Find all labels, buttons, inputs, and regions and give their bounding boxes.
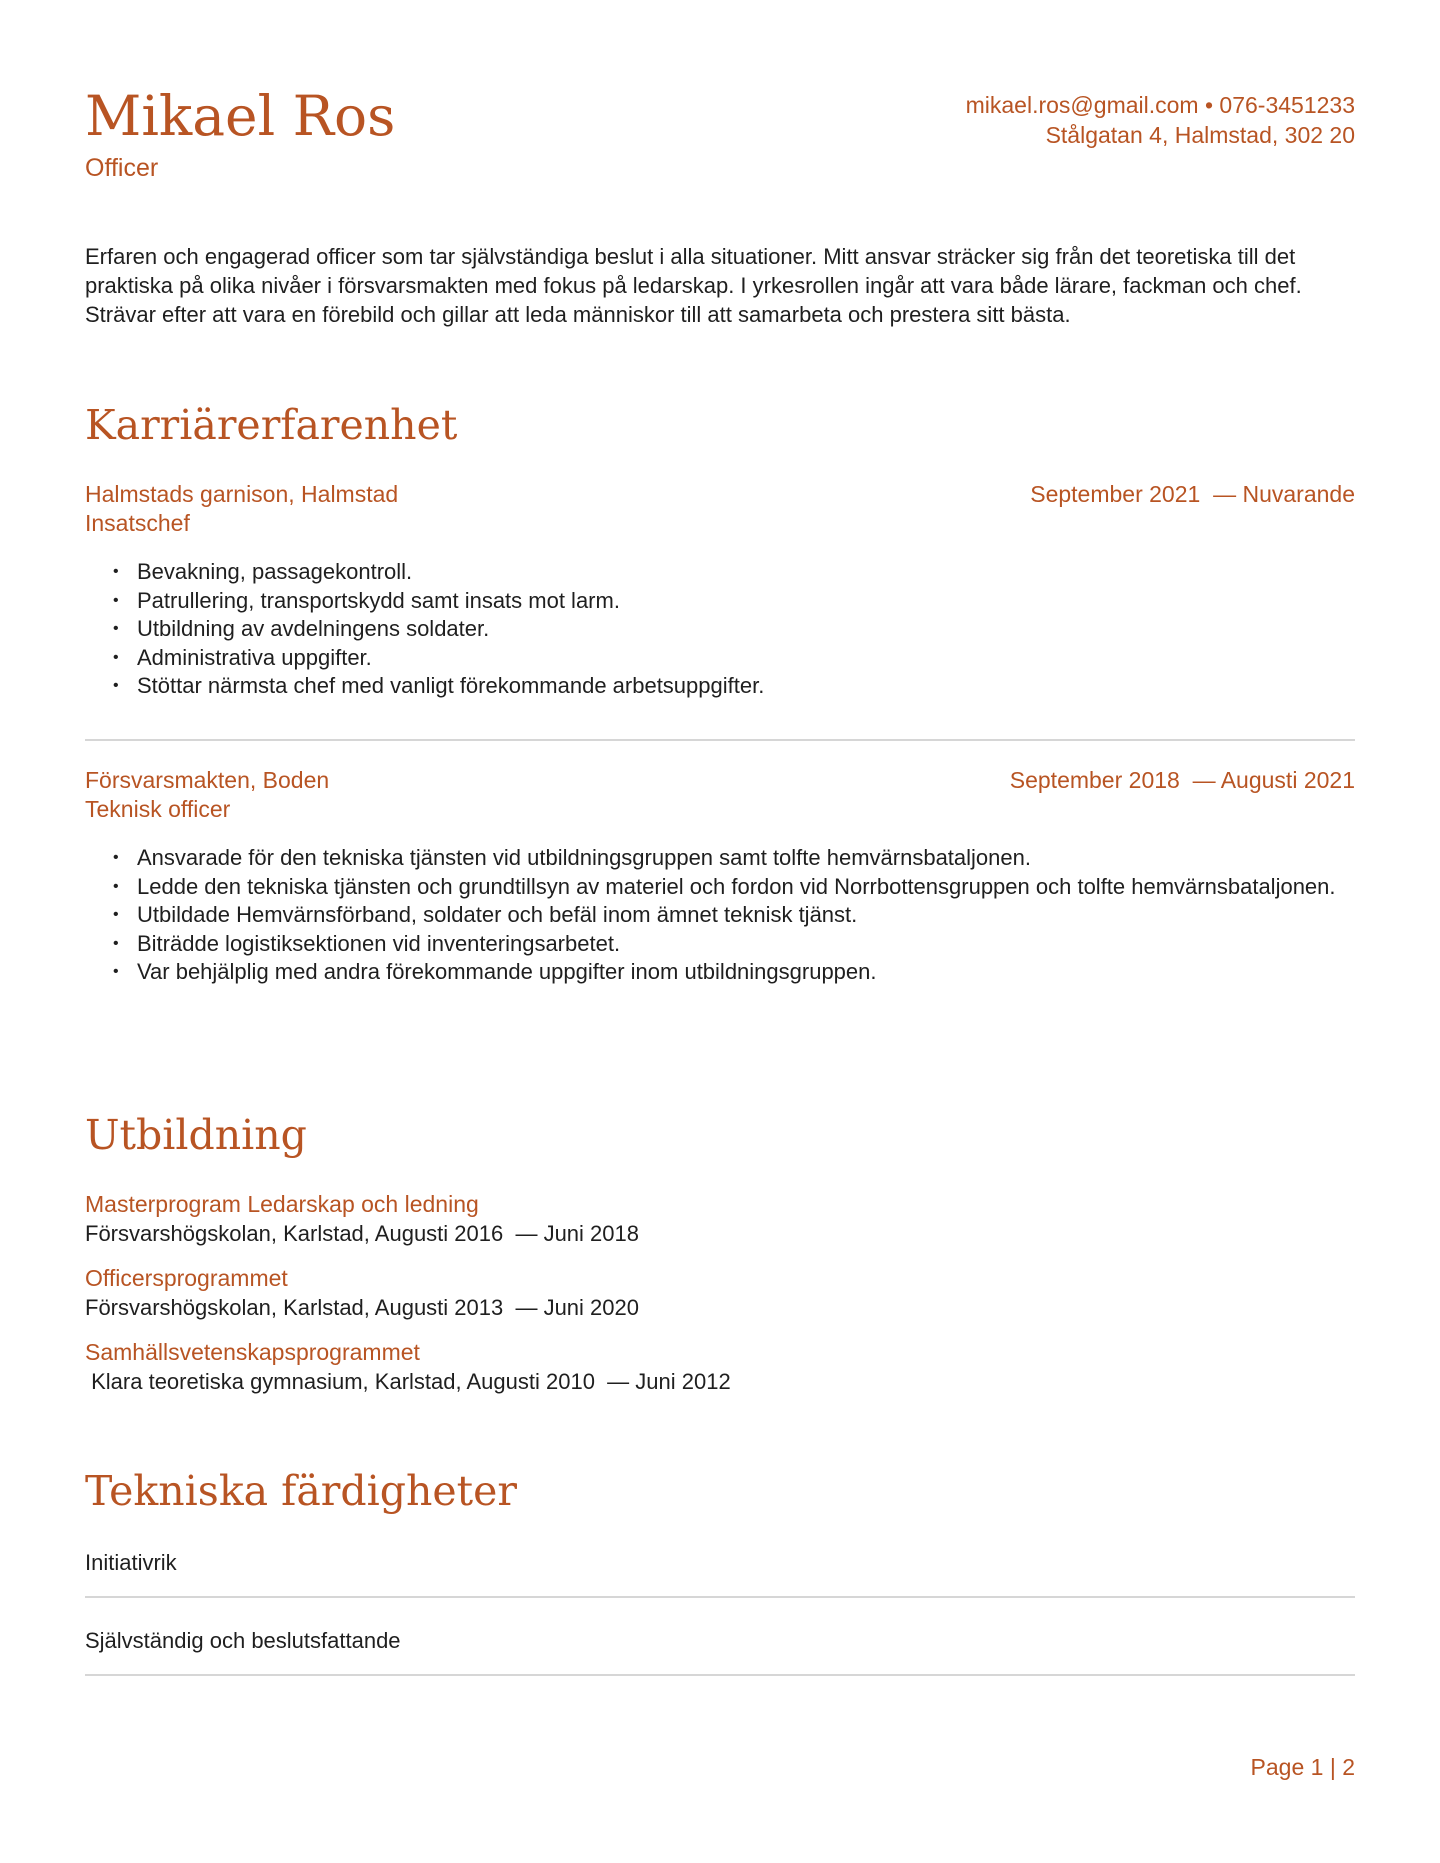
education-details: Försvarshögskolan, Karlstad, Augusti 2016 — Juni 2018 [85, 1221, 639, 1246]
career-entry-header [85, 480, 1355, 538]
education-entry [85, 1190, 639, 1248]
contact-email-phone: mikael.ros@gmail.com • 076-3451233 [965, 92, 1355, 118]
education-entry [85, 1264, 639, 1322]
career-divider [85, 739, 1355, 741]
education-degree: Officersprogrammet [85, 1265, 288, 1291]
career-duties-list [85, 558, 1355, 701]
skill-divider [85, 1596, 1355, 1598]
skill-item: Initiativrik [85, 1550, 177, 1575]
profile-summary: Erfaren och engagerad officer som tar självständiga beslut i alla situationer. Mitt ansvar sträcker sig från det teoretiska till det praktiska på olika nivåer i försvarsmakten med fokus på ledarskap. I yrkesrollen ingår att vara både lärare, fackman och chef. Strävar efter att vara en förebild och gillar att leda människor till att samarbeta och prestera sitt bästa. [85, 244, 1302, 327]
career-employer: Försvarsmakten, Boden [85, 767, 330, 793]
page-number: Page 1 | 2 [1250, 1754, 1355, 1780]
skill-divider [85, 1674, 1355, 1676]
education-degree: Masterprogram Ledarskap och ledning [85, 1191, 479, 1217]
career-duties-list [85, 844, 1355, 987]
career-employer: Halmstads garnison, Halmstad [85, 481, 399, 507]
career-entry [85, 766, 1355, 987]
education-degree: Samhällsvetenskapsprogrammet [85, 1339, 420, 1365]
skills-heading: Tekniska färdigheter [85, 1467, 517, 1515]
education-heading: Utbildning [85, 1111, 307, 1159]
list-item: • Var behjälplig med andra förekommande uppgifter inom utbildningsgruppen. [137, 958, 1355, 987]
list-item: • Administrativa uppgifter. [137, 644, 1355, 673]
career-heading: Karriärerfarenhet [85, 401, 458, 449]
career-role: Teknisk officer [85, 796, 231, 822]
career-dates: September 2018 — Augusti 2021 [1009, 767, 1355, 793]
list-item: • Utbildning av avdelningens soldater. [137, 615, 1355, 644]
list-item: • Stöttar närmsta chef med vanligt förekommande arbetsuppgifter. [137, 672, 1355, 701]
career-role: Insatschef [85, 510, 190, 536]
list-item: • Utbildade Hemvärnsförband, soldater och befäl inom ämnet teknisk tjänst. [137, 901, 1355, 930]
list-item: • Ledde den tekniska tjänsten och grundtillsyn av materiel och fordon vid Norrbottensgruppen och tolfte hemvärnsbataljonen. [137, 873, 1355, 902]
candidate-title: Officer [85, 154, 159, 182]
career-dates: September 2021 — Nuvarande [1030, 481, 1355, 507]
contact-address: Stålgatan 4, Halmstad, 302 20 [1045, 122, 1355, 148]
education-entry [85, 1338, 731, 1396]
education-details: Klara teoretiska gymnasium, Karlstad, Augusti 2010 — Juni 2012 [85, 1369, 731, 1394]
contact-block [966, 90, 1355, 150]
education-details: Försvarshögskolan, Karlstad, Augusti 2013 — Juni 2020 [85, 1295, 639, 1320]
list-item: • Patrullering, transportskydd samt insats mot larm. [137, 587, 1355, 616]
list-item: • Ansvarade för den tekniska tjänsten vid utbildningsgruppen samt tolfte hemvärnsbataljonen. [137, 844, 1355, 873]
skill-item: Självständig och beslutsfattande [85, 1628, 401, 1653]
list-item: • Bevakning, passagekontroll. [137, 558, 1355, 587]
career-entry-header [85, 766, 1355, 824]
career-entry [85, 480, 1355, 701]
list-item: • Biträdde logistiksektionen vid inventeringsarbetet. [137, 930, 1355, 959]
candidate-name: Mikael Ros [85, 84, 396, 148]
